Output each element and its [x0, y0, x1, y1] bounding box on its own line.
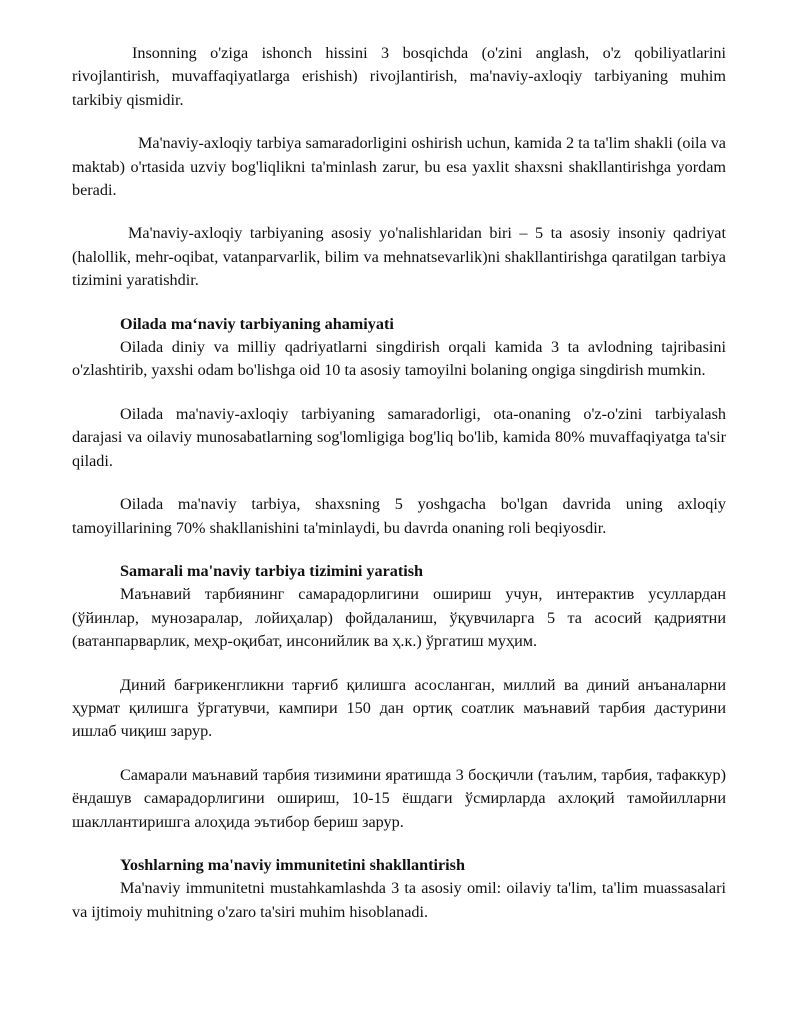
section2-paragraph-2: Диний бағрикенгликни тарғиб қилишга асосланган, миллий ва диний анъаналарни ҳурмат қилишга ўргатувчи, кампири 150 дан ортиқ соатлик маънавий тарбия дастурини ишлаб чиқиш зарур.: [72, 675, 726, 741]
section-heading-immunity: Yoshlarning ma'naviy immunitetini shakllantirish: [120, 855, 465, 874]
section2-paragraph-3: Самарали маънавий тарбия тизимини яратишда 3 босқичли (таълим, тарбия, тафаккур) ёндашув самарадорлигини ошириш, 10-15 ёшдаги ўсмирларда ахлоқий тамойилларни шакллантиришга алоҳида эътибор бериш зарур.: [72, 765, 726, 831]
intro-paragraph-3: Ma'naviy-axloqiy tarbiyaning asosiy yo'nalishlaridan biri – 5 ta asosiy insoniy qadriyat (halollik, mehr-oqibat, vatanparvarlik, bilim va mehnatsevarlik)ni shakllantirishga qaratilgan tarbiya tizimini yaratishdir.: [72, 224, 726, 290]
section2-paragraph-1: Маънавий тарбиянинг самарадорлигини ошириш учун, интерактив усуллардан (ўйинлар, мунозаралар, лойиҳалар) фойдаланиш, ўқувчиларга 5 та асосий қадриятни (ватанпарварлик, меҳр-оқибат, инсонийлик ва ҳ.к.) ўргатиш муҳим.: [72, 585, 726, 651]
section1-paragraph-1: Oilada diniy va milliy qadriyatlarni singdirish orqali kamida 3 ta avlodning tajribasini o'zlashtirib, yaxshi odam bo'lishga oid 10 ta asosiy tamoyilni bolaning ongiga singdirish mumkin.: [72, 338, 726, 380]
section-heading-system: Samarali ma'naviy tarbiya tizimini yaratish: [120, 561, 424, 580]
section3-paragraph-1: Ma'naviy immunitetni mustahkamlashda 3 ta asosiy omil: oilaviy ta'lim, ta'lim muassasalari va ijtimoiy muhitning o'zaro ta'siri muhim hisoblanadi.: [72, 879, 726, 921]
section1-paragraph-3: Oilada ma'naviy tarbiya, shaxsning 5 yoshgacha bo'lgan davrida uning axloqiy tamoyillarining 70% shakllanishini ta'minlaydi, bu davrda onaning roli beqiyosdir.: [72, 495, 726, 537]
intro-paragraph-1: Insonning o'ziga ishonch hissini 3 bosqichda (o'zini anglash, o'z qobiliyatlarini rivojlantirish, muvaffaqiyatlarga erishish) rivojlantirish, ma'naviy-axloqiy tarbiyaning muhim tarkibiy qismidir.: [72, 44, 726, 109]
section1-paragraph-2: Oilada ma'naviy-axloqiy tarbiyaning samaradorligi, ota-onaning o'z-o'zini tarbiyalash darajasi va oilaviy munosabatlarning sog'lomligiga bog'liq bo'lib, kamida 80% muvaffaqiyatga ta'sir qiladi.: [72, 404, 726, 470]
section-heading-family: Oilada maʻnaviy tarbiyaning ahamiyati: [120, 314, 394, 333]
intro-paragraph-2: Ma'naviy-axloqiy tarbiya samaradorligini oshirish uchun, kamida 2 ta ta'lim shakli (oila va maktab) o'rtasida uzviy bog'liqlikni ta'minlash zarur, bu esa yaxlit shaxsni shakllantirishga yordam beradi.: [72, 134, 726, 200]
